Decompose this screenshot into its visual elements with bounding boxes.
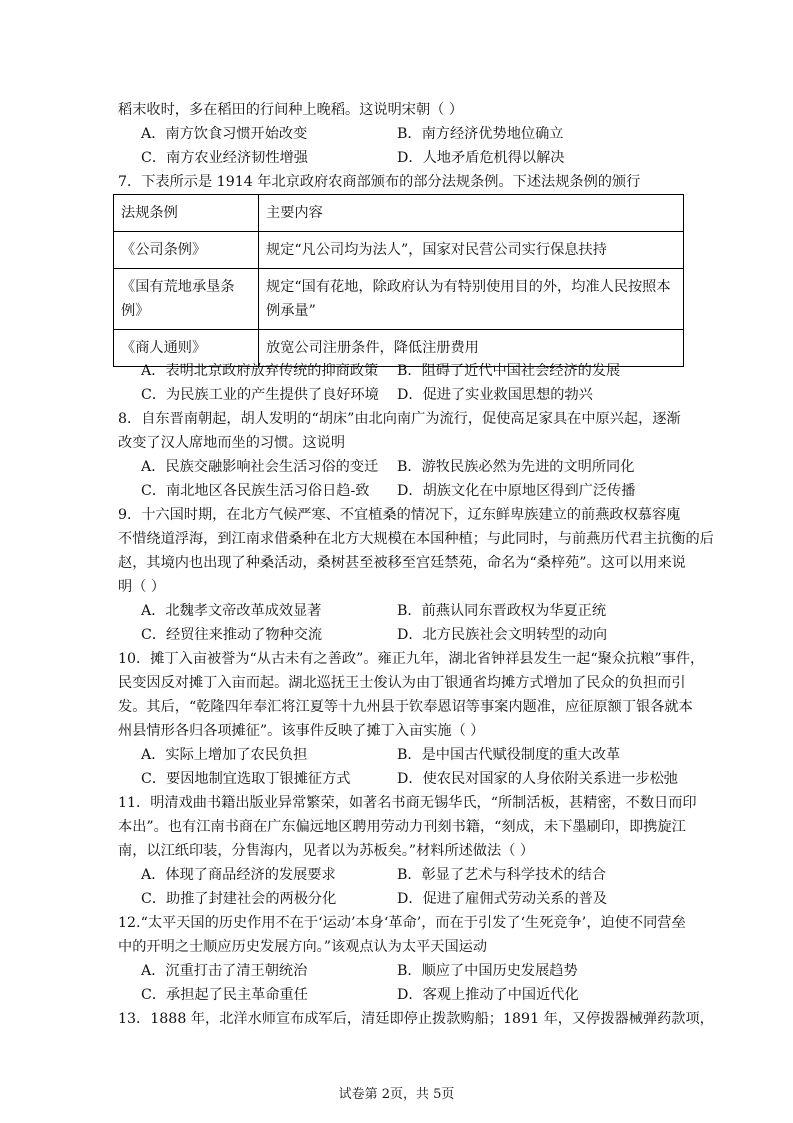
q9-stem-line-3: 赵，其境内也出现了种桑活动，桑树甚至被移至宫廷禁苑，命名为“桑梓苑”。这可以用来说 xyxy=(118,555,686,571)
q10-stem-line-3: 发。其后，“乾隆四年奉汇将江夏等十九州县于钦奉恩诏等事案内题准，应征原额丁银各就本 xyxy=(118,699,693,715)
q12-option-b: B．顺应了中国历史发展趋势 xyxy=(397,963,578,979)
q12-option-d: D．客观上推动了中国近代化 xyxy=(397,987,579,1003)
q11-option-d: D．促进了雇佣式劳动关系的普及 xyxy=(397,891,608,907)
q9-stem-line-4: 明（ ） xyxy=(118,579,166,595)
table-cell: 《商人通则》 xyxy=(114,330,259,367)
q9-stem-line-2: 不惜绕道浮海，到江南求借桑种在北方大规模在本国种植；与此同时，与前燕历代君主抗衡的后 xyxy=(118,531,714,547)
table-cell: 放宽公司注册条件，降低注册费用 xyxy=(259,330,684,367)
q8-option-c: C．南北地区各民族生活习俗日趋-致 xyxy=(141,483,370,499)
q8-option-a: A．民族交融影响社会生活习俗的变迁 xyxy=(141,459,379,475)
q12-stem-line-1: 12.“太平天国的历史作用不在于‘运动’本身‘革命’，而在于引发了‘生死竞争’，迫使不同营垒 xyxy=(118,915,686,931)
q7-option-a: A．表明北京政府放弃传统的抑商政策 xyxy=(141,363,379,379)
q8-stem-line-2: 改变了汉人席地而坐的习惯。这说明 xyxy=(118,435,346,451)
q9-option-a: A．北魏孝文帝改革成效显著 xyxy=(141,603,322,619)
q7-option-c: C．为民族工业的产生提供了良好环境 xyxy=(141,387,379,403)
q6-stem-tail: 稻末收时，多在稻田的行间种上晚稻。这说明宋朝（ ） xyxy=(118,102,464,118)
regulations-table xyxy=(113,194,684,367)
table-cell: 《国有荒地承垦条例》 xyxy=(114,269,259,330)
q10-option-a: A．实际上增加了农民负担 xyxy=(141,747,308,763)
q8-option-b: B．游牧民族必然为先进的文明所同化 xyxy=(397,459,635,475)
q12-option-a: A．沉重打击了清王朝统治 xyxy=(141,963,308,979)
q10-stem-line-1: 10．摊丁入亩被誉为“从古未有之善政”。雍正九年，湖北省钟祥县发生一起“聚众抗粮”事件， xyxy=(118,651,705,667)
q11-option-c: C．助推了封建社会的两极分化 xyxy=(141,891,337,907)
q9-option-c: C．经贸往来推动了物种交流 xyxy=(141,627,323,643)
table-cell: 规定“凡公司均为法人”，国家对民营公司实行保息扶持 xyxy=(259,232,684,269)
q6-option-b: B．南方经济优势地位确立 xyxy=(397,126,564,142)
q7-option-d: D．促进了实业救国思想的勃兴 xyxy=(397,387,593,403)
table-header-cell: 主要内容 xyxy=(259,195,684,232)
table-header-cell: 法规条例 xyxy=(114,195,259,232)
q6-option-a: A．南方饮食习惯开始改变 xyxy=(141,126,308,142)
q7-stem: 7．下表所示是 1914 年北京政府农商部颁布的部分法规条例。下述法规条例的颁行 xyxy=(118,174,641,190)
q8-option-d: D．胡族文化在中原地区得到广泛传播 xyxy=(397,483,636,499)
table-row xyxy=(114,269,684,330)
q11-stem-line-1: 11．明清戏曲书籍出版业异常繁荣，如著名书商无锡华氏，“所制活板，甚精密，不数日而印 xyxy=(118,795,697,811)
q13-stem-line-1: 13．1888 年，北洋水师宣布成军后，清廷即停止拨款购船；1891 年，又停拨器械弹药款项， xyxy=(118,1011,714,1027)
q10-option-d: D．使农民对国家的人身依附关系进一步松弛 xyxy=(397,771,678,787)
q10-stem-line-4: 州县情形各归各项摊征”。该事件反映了摊丁入亩实施（ ） xyxy=(118,723,485,739)
q10-option-c: C．要因地制宜选取丁银摊征方式 xyxy=(141,771,351,787)
q9-option-b: B．前燕认同东晋政权为华夏正统 xyxy=(397,603,607,619)
table-row xyxy=(114,232,684,269)
q10-option-b: B．是中国古代赋役制度的重大改革 xyxy=(397,747,621,763)
page-footer: 试卷第 2页，共 5页 xyxy=(338,1087,455,1102)
q11-option-b: B．彰显了艺术与科学技术的结合 xyxy=(397,867,607,883)
table-cell: 规定“国有花地，除政府认为有特别使用目的外，均准人民按照本例承量” xyxy=(259,269,684,330)
q9-option-d: D．北方民族社会文明转型的动向 xyxy=(397,627,608,643)
q11-option-a: A．体现了商品经济的发展要求 xyxy=(141,867,336,883)
q8-stem-line-1: 8．自东晋南朝起，胡人发明的“胡床”由北向南广为流行，促使高足家具在中原兴起，逐渐 xyxy=(118,411,681,427)
q11-stem-line-2: 本出”。也有江南书商在广东偏远地区聘用劳动力刊刻书籍，“刻成，未下墨刷印，即携旋江 xyxy=(118,819,686,835)
table-header-row xyxy=(114,195,684,232)
q11-stem-line-3: 南，以江纸印装，分售海内，见者以为苏板矣。”材料所述做法（ ） xyxy=(118,843,535,859)
q7-option-b: B．阻碍了近代中国社会经济的发展 xyxy=(397,363,621,379)
q12-stem-line-2: 中的开明之士顺应历史发展方向。”该观点认为太平天国运动 xyxy=(118,939,488,955)
q9-stem-line-1: 9．十六国时期，在北方气候严寒、不宜植桑的情况下，辽东鲜卑族建立的前燕政权慕容廆 xyxy=(118,507,681,523)
table-cell: 《公司条例》 xyxy=(114,232,259,269)
q6-option-d: D．人地矛盾危机得以解决 xyxy=(397,150,565,166)
q12-option-c: C．承担起了民主革命重任 xyxy=(141,987,308,1003)
q10-stem-line-2: 民变因反对摊丁入亩而起。湖北巡抚王士俊认为由丁银通省均摊方式增加了民众的负担而引 xyxy=(118,675,686,691)
q6-option-c: C．南方农业经济韧性增强 xyxy=(141,150,308,166)
